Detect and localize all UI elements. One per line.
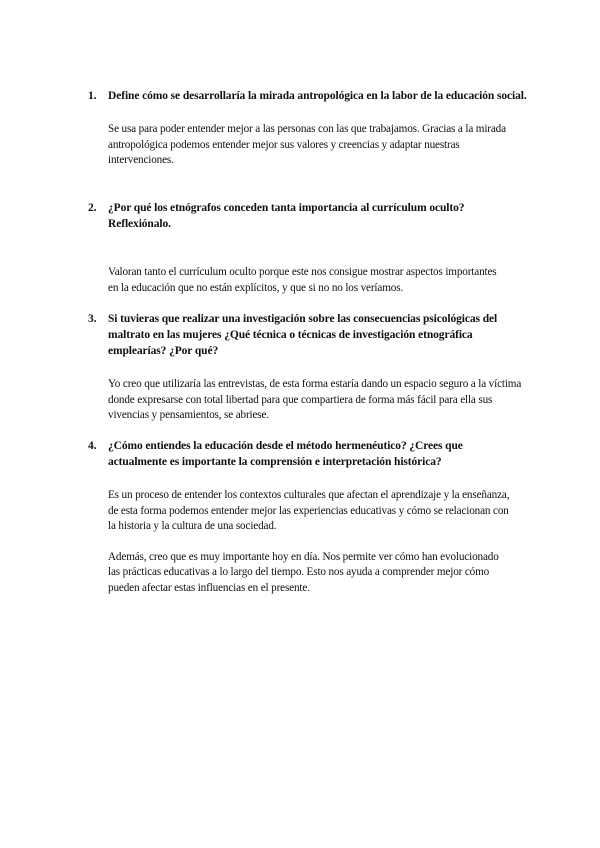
answer-paragraph: Es un proceso de entender los contextos culturales que afectan el aprendizaje y la enseñanza, de esta forma podemos entender mejor las experiencias educativas y cómo se relacionan con la historia y la cultura de una sociedad. [108, 489, 510, 532]
answer-paragraph: Además, creo que es muy importante hoy en día. Nos permite ver cómo han evolucionado las prácticas educativas a lo largo del tiempo. Esto nos ayuda a comprender mejor cómo pueden afectar estas influencias en el presente. [108, 550, 499, 594]
question-item-2 [88, 200, 538, 296]
question-item-1 [88, 88, 538, 169]
question-text: Define cómo se desarrollaría la mirada antropológica en la labor de la educación social. [108, 90, 527, 102]
answer-paragraph: Se usa para poder entender mejor a las personas con las que trabajamos. Gracias a la mirada antropológica podemos entender mejor sus valores y creencias y adaptar nuestras intervenciones. [108, 123, 506, 166]
question-number: 3. [88, 313, 97, 325]
question-item-4 [88, 438, 538, 596]
question-number: 1. [88, 90, 97, 102]
question-text: Si tuvieras que realizar una investigación sobre las consecuencias psicológicas del maltrato en las mujeres ¿Qué técnica o técnicas de investigación etnográfica emplearías? ¿Por qué? [108, 313, 498, 357]
question-number: 4. [88, 440, 97, 452]
question-number: 2. [88, 202, 97, 214]
question-text: ¿Por qué los etnógrafos conceden tanta importancia al currículum oculto? Reflexiónalo. [108, 202, 465, 230]
question-item-3 [88, 311, 538, 424]
answer-paragraph: Valoran tanto el currículum oculto porque este nos consigue mostrar aspectos importantes en la educación que no están explícitos, y que si no no los veríamos. [108, 266, 497, 294]
answer-paragraph: Yo creo que utilizaría las entrevistas, de esta forma estaría dando un espacio seguro a la víctima donde expresarse con total libertad para que compartiera de forma más fácil para ella sus vivencias y pensamientos, se abriese. [108, 378, 522, 421]
question-text: ¿Cómo entiendes la educación desde el método hermenéutico? ¿Crees que actualmente es importante la comprensión e interpretación histórica? [108, 440, 463, 468]
